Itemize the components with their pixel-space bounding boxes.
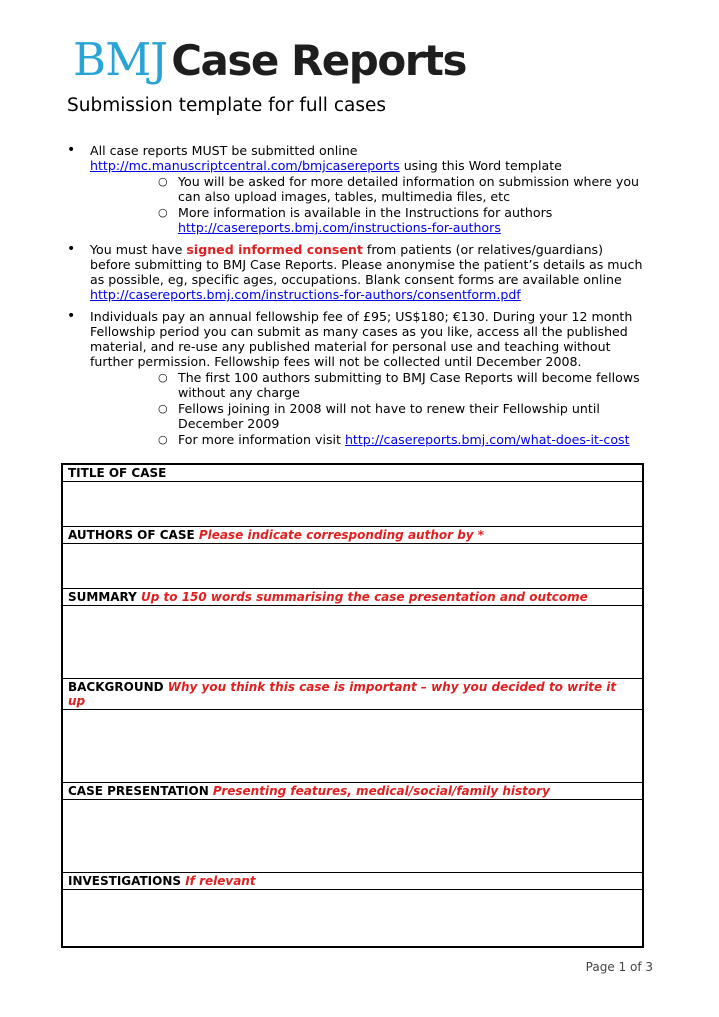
bullet-text: All case reports MUST be submitted online xyxy=(90,143,358,158)
case-presentation-field[interactable] xyxy=(63,800,642,873)
bullet-text: You must have xyxy=(90,242,187,257)
bullet-submit-online xyxy=(67,143,647,235)
sub-bullet-2008-fellows xyxy=(90,401,647,431)
bmj-case-reports-logo xyxy=(73,32,466,88)
sub-bullet-more-info xyxy=(90,432,647,447)
sub-bullet-text: More information is available in the Instructions for authors xyxy=(178,205,553,220)
section-label: TITLE OF CASE xyxy=(68,466,167,480)
bullet-text-after: from patients (or relatives/guardians) before submitting to BMJ Case Reports. Please anonymise the patient’s details as much as possible, eg, specific ages, occupations. Blank consent forms are available online xyxy=(90,242,643,287)
sub-bullet-text: The first 100 authors submitting to BMJ Case Reports will become fellows without any charge xyxy=(178,370,640,400)
case-presentation-header xyxy=(63,783,642,800)
logo-bmj-text: BMJ xyxy=(73,33,168,86)
bullet-dot-icon: • xyxy=(67,142,76,158)
section-instruction: Why you think this case is important – why you decided to write it up xyxy=(68,680,617,708)
instructions-list xyxy=(67,143,647,454)
summary-field[interactable] xyxy=(63,606,642,679)
section-label: BACKGROUND xyxy=(68,680,164,694)
section-instruction: Presenting features, medical/social/family history xyxy=(212,784,550,798)
section-instruction: If relevant xyxy=(185,874,256,888)
circle-bullet-icon: ○ xyxy=(158,175,168,188)
section-instruction: Please indicate corresponding author by * xyxy=(198,528,485,542)
circle-bullet-icon: ○ xyxy=(158,402,168,415)
investigations-field[interactable] xyxy=(63,890,642,946)
background-header xyxy=(63,679,642,710)
section-label: CASE PRESENTATION xyxy=(68,784,209,798)
investigations-header xyxy=(63,873,642,890)
background-field[interactable] xyxy=(63,710,642,783)
section-label: AUTHORS OF CASE xyxy=(68,528,195,542)
sub-bullet-upload-info xyxy=(90,174,647,204)
what-does-it-cost-link[interactable]: http://casereports.bmj.com/what-does-it-cost xyxy=(344,432,630,447)
logo-case-reports-text: Case Reports xyxy=(171,36,466,85)
bullet-fellowship-fee xyxy=(67,309,647,447)
bullet-dot-icon: • xyxy=(67,241,76,257)
section-label: INVESTIGATIONS xyxy=(68,874,182,888)
sub-bullet-text: Fellows joining in 2008 will not have to renew their Fellowship until December 2009 xyxy=(178,401,600,431)
circle-bullet-icon: ○ xyxy=(158,433,168,446)
manuscript-central-link[interactable]: http://mc.manuscriptcentral.com/bmjcasereports xyxy=(90,158,400,173)
bullet-text: Individuals pay an annual fellowship fee of £95; US$180; €130. During your 12 month Fellowship period you can submit as many cases as you like, access all the published material, and re-use any published material for personal use and teaching without further permission. Fellowship fees will not be collected until December 2008. xyxy=(90,309,633,369)
consent-form-link[interactable]: http://casereports.bmj.com/instructions-for-authors/consentform.pdf xyxy=(90,287,521,302)
consent-emphasis: signed informed consent xyxy=(186,242,363,257)
section-label: SUMMARY xyxy=(68,590,137,604)
section-instruction: Up to 150 words summarising the case presentation and outcome xyxy=(141,590,588,604)
bullet-text-after-link: using this Word template xyxy=(399,158,562,173)
sub-bullet-first-100 xyxy=(90,370,647,400)
bullet-informed-consent xyxy=(67,242,647,302)
instructions-for-authors-link[interactable]: http://casereports.bmj.com/instructions-for-authors xyxy=(178,220,501,235)
page-number: Page 1 of 3 xyxy=(585,960,653,974)
sub-bullet-text: You will be asked for more detailed information on submission where you can also upload images, tables, multimedia files, etc xyxy=(178,174,640,204)
case-form-table xyxy=(61,463,644,948)
title-of-case-field[interactable] xyxy=(63,482,642,527)
authors-of-case-field[interactable] xyxy=(63,544,642,589)
bullet-dot-icon: • xyxy=(67,308,76,324)
circle-bullet-icon: ○ xyxy=(158,371,168,384)
summary-header xyxy=(63,589,642,606)
circle-bullet-icon: ○ xyxy=(158,206,168,219)
page-subtitle: Submission template for full cases xyxy=(67,95,386,116)
sub-bullet-instructions xyxy=(90,205,647,235)
title-of-case-header xyxy=(63,465,642,482)
sub-bullet-text: For more information visit xyxy=(178,432,345,447)
authors-of-case-header xyxy=(63,527,642,544)
